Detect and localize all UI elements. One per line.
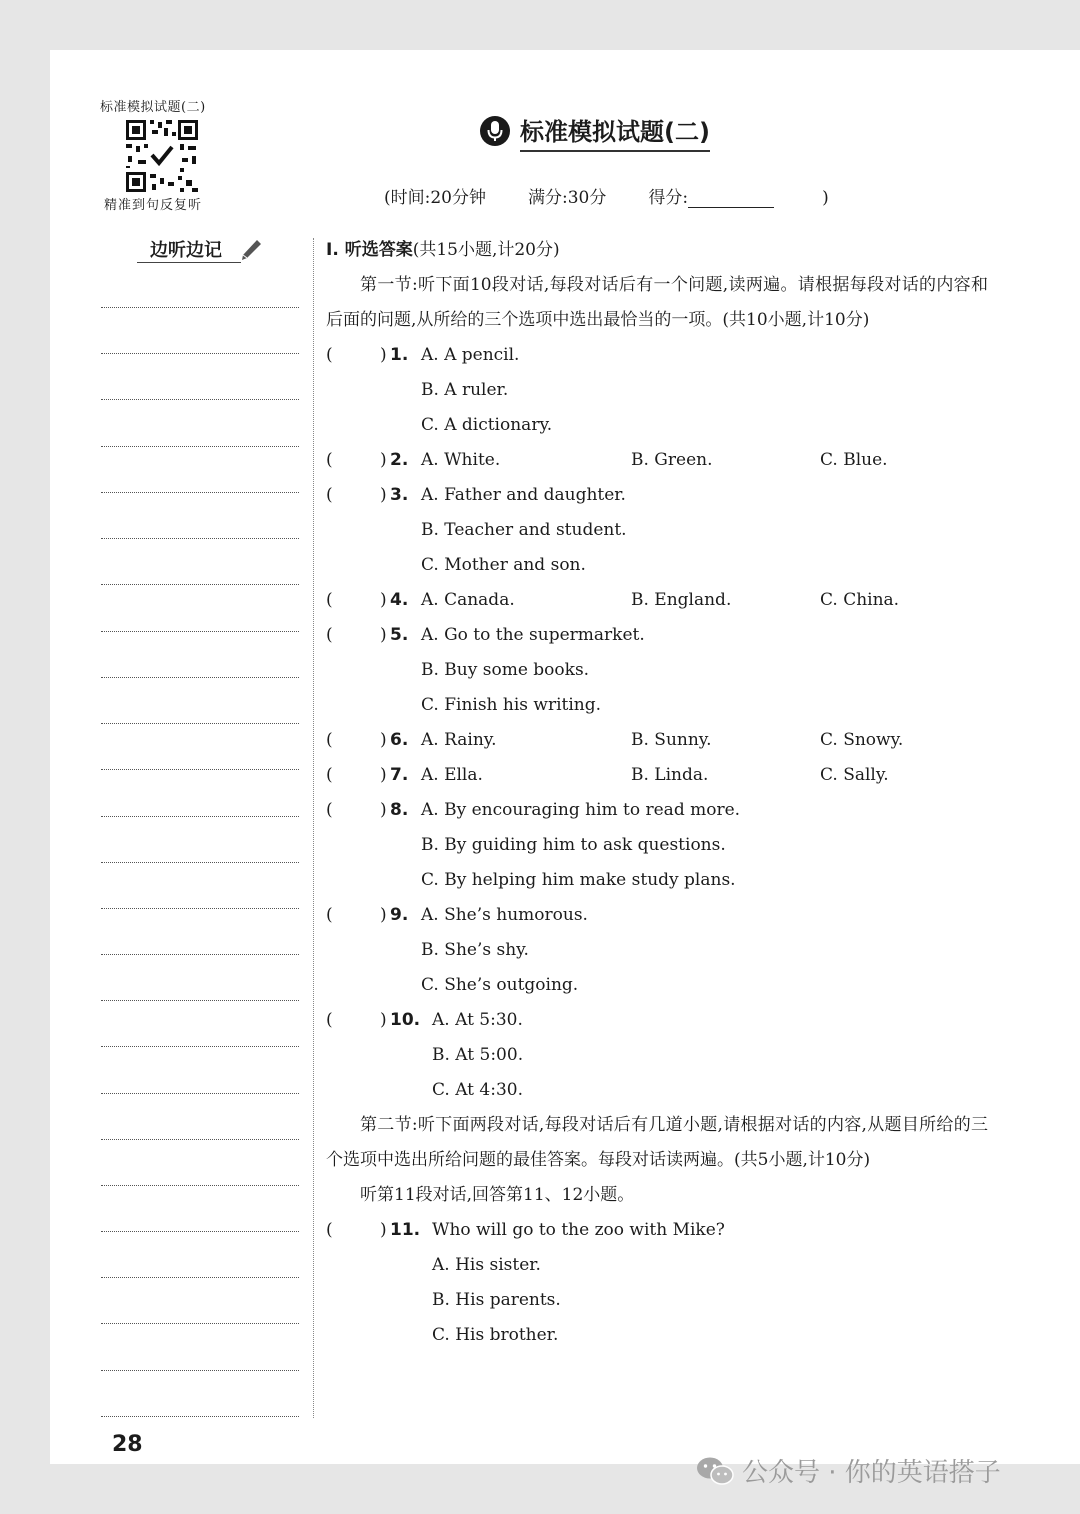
- option-b[interactable]: B. Green.: [631, 450, 713, 470]
- option-c[interactable]: C. China.: [820, 590, 900, 610]
- option-c[interactable]: C. At 4:30.: [432, 1080, 524, 1100]
- option-a[interactable]: A. She’s humorous.: [421, 905, 588, 925]
- option-b[interactable]: B. His parents.: [432, 1290, 561, 1310]
- question-number: 1.: [390, 345, 409, 365]
- answer-paren-close: ): [380, 450, 387, 470]
- option-b[interactable]: B. By guiding him to ask questions.: [421, 835, 726, 855]
- question-number: 3.: [390, 485, 409, 505]
- answer-paren-open[interactable]: (: [326, 800, 333, 820]
- question-row: [326, 723, 988, 758]
- question-number: 11.: [390, 1220, 421, 1240]
- option-row: [326, 1318, 988, 1353]
- question-row: [326, 758, 988, 793]
- option-row: [326, 653, 988, 688]
- option-a[interactable]: A. Rainy.: [421, 730, 497, 750]
- option-row: [326, 828, 988, 863]
- time-limit: (时间:20分钟: [384, 188, 486, 208]
- question-row: [326, 898, 988, 933]
- note-line[interactable]: [101, 1185, 299, 1186]
- dialog-note: 听第11段对话,回答第11、12小题。: [360, 1185, 635, 1205]
- note-line[interactable]: [101, 677, 299, 678]
- watermark-text: 公众号 · 你的英语搭子: [742, 1458, 1001, 1488]
- answer-paren-close: ): [380, 1220, 387, 1240]
- score-blank[interactable]: [688, 191, 774, 208]
- page-number: 28: [112, 1432, 143, 1457]
- section-info: (共15小题,计20分): [412, 240, 560, 260]
- note-line[interactable]: [101, 1000, 299, 1001]
- option-c[interactable]: C. She’s outgoing.: [421, 975, 579, 995]
- answer-paren-open[interactable]: (: [326, 345, 333, 365]
- answer-paren-close: ): [380, 590, 387, 610]
- option-row: [326, 688, 988, 723]
- option-a[interactable]: A. Father and daughter.: [421, 485, 626, 505]
- option-row: [326, 1038, 988, 1073]
- question-number: 9.: [390, 905, 409, 925]
- option-row: [326, 373, 988, 408]
- option-b[interactable]: B. Buy some books.: [421, 660, 590, 680]
- microphone-icon: [480, 116, 510, 146]
- question-row: [326, 443, 988, 478]
- question-number: 8.: [390, 800, 409, 820]
- answer-paren-close: ): [380, 730, 387, 750]
- option-a[interactable]: A. Canada.: [421, 590, 515, 610]
- notes-title: 边听边记: [150, 240, 222, 261]
- option-a[interactable]: A. A pencil.: [421, 345, 520, 365]
- note-line[interactable]: [101, 492, 299, 493]
- answer-paren-open[interactable]: (: [326, 1010, 333, 1030]
- note-line[interactable]: [101, 769, 299, 770]
- note-line[interactable]: [101, 584, 299, 585]
- answer-paren-close: ): [380, 800, 387, 820]
- answer-paren-open[interactable]: (: [326, 625, 333, 645]
- answer-paren-close: ): [380, 765, 387, 785]
- question-row: [326, 793, 988, 828]
- option-b[interactable]: B. She’s shy.: [421, 940, 529, 960]
- answer-paren-open[interactable]: (: [326, 765, 333, 785]
- question-stem: Who will go to the zoo with Mike?: [432, 1220, 725, 1240]
- section-number: Ⅰ.: [326, 240, 345, 260]
- option-c[interactable]: C. By helping him make study plans.: [421, 870, 736, 890]
- qr-caption: 精准到句反复听: [104, 198, 203, 213]
- note-line[interactable]: [101, 631, 299, 632]
- note-line[interactable]: [101, 307, 299, 308]
- note-line[interactable]: [101, 399, 299, 400]
- option-a[interactable]: A. His sister.: [432, 1255, 541, 1275]
- note-line[interactable]: [101, 816, 299, 817]
- option-c[interactable]: C. A dictionary.: [421, 415, 553, 435]
- option-b[interactable]: B. England.: [631, 590, 732, 610]
- question-number: 6.: [390, 730, 409, 750]
- question-number: 10.: [390, 1010, 421, 1030]
- option-a[interactable]: A. Ella.: [421, 765, 483, 785]
- option-b[interactable]: B. Linda.: [631, 765, 709, 785]
- exam-meta: [384, 183, 829, 208]
- question-number: 4.: [390, 590, 409, 610]
- page-title: 标准模拟试题(二): [520, 112, 710, 152]
- notes-title-underline: [137, 262, 241, 263]
- full-score: 满分:30分: [528, 188, 607, 208]
- question-row: [326, 618, 988, 653]
- option-c[interactable]: C. His brother.: [432, 1325, 559, 1345]
- question-number: 7.: [390, 765, 409, 785]
- note-line[interactable]: [101, 1139, 299, 1140]
- column-divider: [313, 238, 314, 1418]
- option-row: [326, 968, 988, 1003]
- option-a[interactable]: A. Go to the supermarket.: [421, 625, 645, 645]
- wechat-icon: [696, 1456, 734, 1486]
- option-row: [326, 548, 988, 583]
- question-row: [326, 338, 988, 373]
- note-line[interactable]: [101, 1231, 299, 1232]
- section-title: 听选答案: [344, 240, 413, 260]
- option-b[interactable]: B. A ruler.: [421, 380, 509, 400]
- answer-paren-close: ): [380, 625, 387, 645]
- answer-paren-open[interactable]: (: [326, 1220, 333, 1240]
- answer-paren-open[interactable]: (: [326, 450, 333, 470]
- note-line[interactable]: [101, 1370, 299, 1371]
- note-line[interactable]: [101, 954, 299, 955]
- answer-paren-open[interactable]: (: [326, 590, 333, 610]
- note-line[interactable]: [101, 723, 299, 724]
- note-line[interactable]: [101, 1323, 299, 1324]
- note-line[interactable]: [101, 1093, 299, 1094]
- note-line[interactable]: [101, 862, 299, 863]
- option-b[interactable]: B. At 5:00.: [432, 1045, 524, 1065]
- answer-paren-open[interactable]: (: [326, 485, 333, 505]
- question-row: [326, 1213, 988, 1248]
- qr-code-icon[interactable]: [124, 118, 200, 194]
- question-row: [326, 1003, 988, 1038]
- score-label: 得分:: [648, 188, 689, 208]
- option-b[interactable]: B. Teacher and student.: [421, 520, 627, 540]
- option-c[interactable]: C. Mother and son.: [421, 555, 586, 575]
- note-line[interactable]: [101, 538, 299, 539]
- question-row: [326, 478, 988, 513]
- qr-label: 标准模拟试题(二): [100, 100, 206, 115]
- option-a[interactable]: A. By encouraging him to read more.: [421, 800, 741, 820]
- option-row: [326, 513, 988, 548]
- option-row: [326, 933, 988, 968]
- score-close: ): [822, 188, 829, 208]
- pencil-icon: [240, 238, 262, 262]
- option-row: [326, 1248, 988, 1283]
- answer-paren-close: ): [380, 485, 387, 505]
- option-c[interactable]: C. Blue.: [820, 450, 888, 470]
- part1-instructions: 第一节:听下面10段对话,每段对话后有一个问题,读两遍。请根据每段对话的内容和后面的问题,从所给的三个选项中选出最恰当的一项。(共10小题,计10分): [326, 275, 988, 330]
- question-number: 5.: [390, 625, 409, 645]
- answer-paren-open[interactable]: (: [326, 905, 333, 925]
- note-line[interactable]: [101, 353, 299, 354]
- answer-paren-close: ): [380, 905, 387, 925]
- answer-paren-close: ): [380, 1010, 387, 1030]
- part2-instructions: 第二节:听下面两段对话,每段对话后有几道小题,请根据对话的内容,从题目所给的三个选项中选出所给问题的最佳答案。每段对话读两遍。(共5小题,计10分): [326, 1115, 988, 1170]
- option-a[interactable]: A. White.: [421, 450, 501, 470]
- note-line[interactable]: [101, 446, 299, 447]
- answer-paren-close: ): [380, 345, 387, 365]
- option-row: [326, 408, 988, 443]
- note-line[interactable]: [101, 1416, 299, 1417]
- option-c[interactable]: C. Sally.: [820, 765, 889, 785]
- answer-paren-open[interactable]: (: [326, 730, 333, 750]
- note-line[interactable]: [101, 1277, 299, 1278]
- option-row: [326, 863, 988, 898]
- option-a[interactable]: A. At 5:30.: [432, 1010, 523, 1030]
- note-line[interactable]: [101, 1046, 299, 1047]
- option-row: [326, 1073, 988, 1108]
- option-c[interactable]: C. Finish his writing.: [421, 695, 602, 715]
- section-heading: [326, 233, 988, 268]
- option-row: [326, 1283, 988, 1318]
- note-line[interactable]: [101, 908, 299, 909]
- question-row: [326, 583, 988, 618]
- question-number: 2.: [390, 450, 409, 470]
- option-b[interactable]: B. Sunny.: [631, 730, 712, 750]
- option-c[interactable]: C. Snowy.: [820, 730, 904, 750]
- question-content: [326, 233, 988, 1353]
